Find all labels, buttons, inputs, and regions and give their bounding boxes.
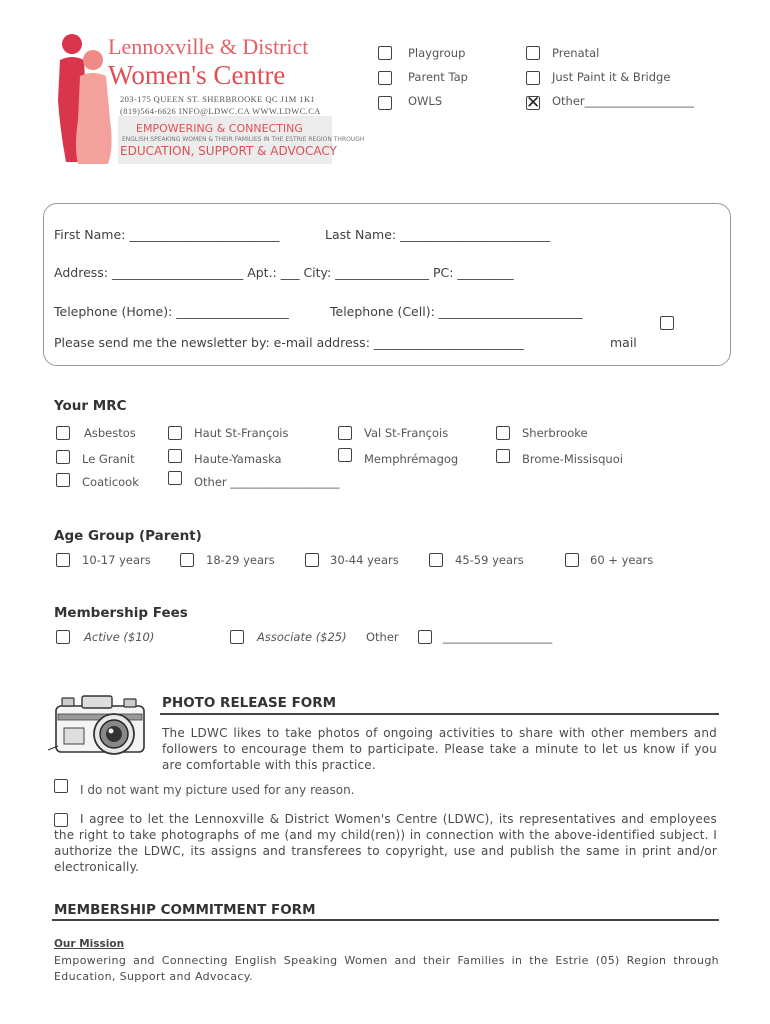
mrc-coaticook-checkbox[interactable]	[56, 473, 70, 487]
mrc-label: Val St-François	[364, 426, 449, 440]
age-heading: Age Group (Parent)	[54, 528, 202, 544]
photo-heading-rule	[160, 713, 719, 715]
age-label: 30-44 years	[330, 553, 399, 567]
newsletter-email-field[interactable]: Please send me the newsletter by: e-mail address: ________________________	[54, 335, 524, 350]
mrc-label: Sherbrooke	[522, 426, 588, 440]
fee-associate-checkbox[interactable]	[230, 630, 244, 644]
mrc-label: Memphrémagog	[364, 452, 459, 466]
paint-bridge-checkbox[interactable]	[526, 71, 540, 85]
photo-heading: PHOTO RELEASE FORM	[162, 695, 337, 711]
mrc-other-field[interactable]: Other ___________________	[194, 475, 340, 489]
fee-other-checkbox[interactable]	[418, 630, 432, 644]
commitment-heading-rule	[52, 919, 719, 921]
mrc-other-checkbox[interactable]	[168, 471, 182, 485]
mrc-label: Le Granit	[82, 452, 135, 466]
tel-home-field[interactable]: Telephone (Home): __________________	[54, 304, 289, 319]
prenatal-checkbox[interactable]	[526, 46, 540, 60]
age-label: 45-59 years	[455, 553, 524, 567]
centre-logo	[56, 30, 365, 166]
logo-tagline1: EMPOWERING & CONNECTING	[136, 122, 303, 135]
logo-address: 203-175 QUEEN ST. SHERBROOKE QC J1M 1K1	[120, 94, 316, 104]
age-10-17-checkbox[interactable]	[56, 553, 70, 567]
age-45-59-checkbox[interactable]	[429, 553, 443, 567]
mrc-label: Coaticook	[82, 475, 139, 489]
mission-text: Empowering and Connecting English Speaking Women and their Families in the Estrie (05) Region through Education, Support and Advocacy.	[54, 954, 719, 983]
owls-checkbox[interactable]	[378, 96, 392, 110]
program-other-checkbox[interactable]	[526, 96, 540, 110]
owls-label: OWLS	[408, 94, 443, 108]
fee-associate-label: Associate ($25)	[257, 630, 347, 644]
mrc-haute-yamaska-checkbox[interactable]	[168, 449, 182, 463]
camera-icon	[44, 690, 154, 760]
mrc-label: Brome-Missisquoi	[522, 452, 623, 466]
logo-contact: (819)564-6626 INFO@LDWC.CA WWW.LDWC.CA	[120, 106, 321, 116]
mrc-haut-st-francois-checkbox[interactable]	[168, 426, 182, 440]
mrc-brome-missisquoi-checkbox[interactable]	[496, 449, 510, 463]
paint-bridge-label: Just Paint it & Bridge	[552, 70, 671, 84]
mrc-sherbrooke-checkbox[interactable]	[496, 426, 510, 440]
playgroup-checkbox[interactable]	[378, 46, 392, 60]
mrc-label: Asbestos	[84, 426, 136, 440]
age-label: 60 + years	[590, 553, 654, 567]
prenatal-label: Prenatal	[552, 46, 600, 60]
age-label: 18-29 years	[206, 553, 275, 567]
mail-checkbox[interactable]	[660, 316, 674, 330]
age-18-29-checkbox[interactable]	[180, 553, 194, 567]
program-other-label: Other___________________	[552, 94, 694, 108]
mrc-val-st-francois-checkbox[interactable]	[338, 426, 352, 440]
mrc-le-granit-checkbox[interactable]	[56, 450, 70, 464]
photo-intro: The LDWC likes to take photos of ongoing activities to share with other members and followers to encourage them to participate. Please take a minute to let us know if you are comfortable with this practice.	[162, 726, 717, 772]
mission-label: Our Mission	[54, 938, 125, 950]
logo-line2: Women's Centre	[108, 60, 286, 90]
fee-other-field[interactable]: ___________________	[443, 630, 553, 644]
mrc-memphremagog-checkbox[interactable]	[338, 448, 352, 462]
fees-heading: Membership Fees	[54, 605, 188, 621]
photo-opt-out-checkbox[interactable]	[54, 779, 68, 793]
commitment-heading: MEMBERSHIP COMMITMENT FORM	[54, 902, 316, 918]
age-60-plus-checkbox[interactable]	[565, 553, 579, 567]
women-figures-icon	[56, 30, 116, 166]
mail-label: mail	[610, 335, 637, 350]
mrc-label: Haute-Yamaska	[194, 452, 282, 466]
logo-tagline-small: ENGLISH SPEAKING WOMEN & THEIR FAMILIES IN THE ESTRIE REGION THROUGH	[122, 136, 365, 143]
logo-tagline2: EDUCATION, SUPPORT & ADVOCACY	[120, 144, 337, 158]
parent-tap-label: Parent Tap	[408, 70, 468, 84]
mrc-label: Haut St-François	[194, 426, 289, 440]
age-label: 10-17 years	[82, 553, 151, 567]
first-name-field[interactable]: First Name: ________________________	[54, 227, 280, 242]
playgroup-label: Playgroup	[408, 46, 466, 60]
mrc-heading: Your MRC	[54, 398, 127, 414]
fee-other-label: Other	[366, 630, 399, 644]
parent-tap-checkbox[interactable]	[378, 71, 392, 85]
tel-cell-field[interactable]: Telephone (Cell): _______________________	[330, 304, 583, 319]
mrc-asbestos-checkbox[interactable]	[56, 426, 70, 440]
last-name-field[interactable]: Last Name: ________________________	[325, 227, 551, 242]
logo-line1: Lennoxville & District	[108, 34, 309, 59]
fee-active-label: Active ($10)	[84, 630, 155, 644]
photo-agree-text: I agree to let the Lennoxville & District Women's Centre (LDWC), its representatives and employees the right to take photographs of me (and my child(ren)) in connection with the above-identified subject. I authorize the LDWC, its assigns and transferees to copyright, use and publish the same in print and/or electronically.	[54, 812, 717, 874]
age-30-44-checkbox[interactable]	[305, 553, 319, 567]
address-field[interactable]: Address: _____________________ Apt.: ___ City: _______________ PC: _________	[54, 265, 514, 280]
fee-active-checkbox[interactable]	[56, 630, 70, 644]
photo-opt-out-label: I do not want my picture used for any reason.	[80, 783, 355, 797]
